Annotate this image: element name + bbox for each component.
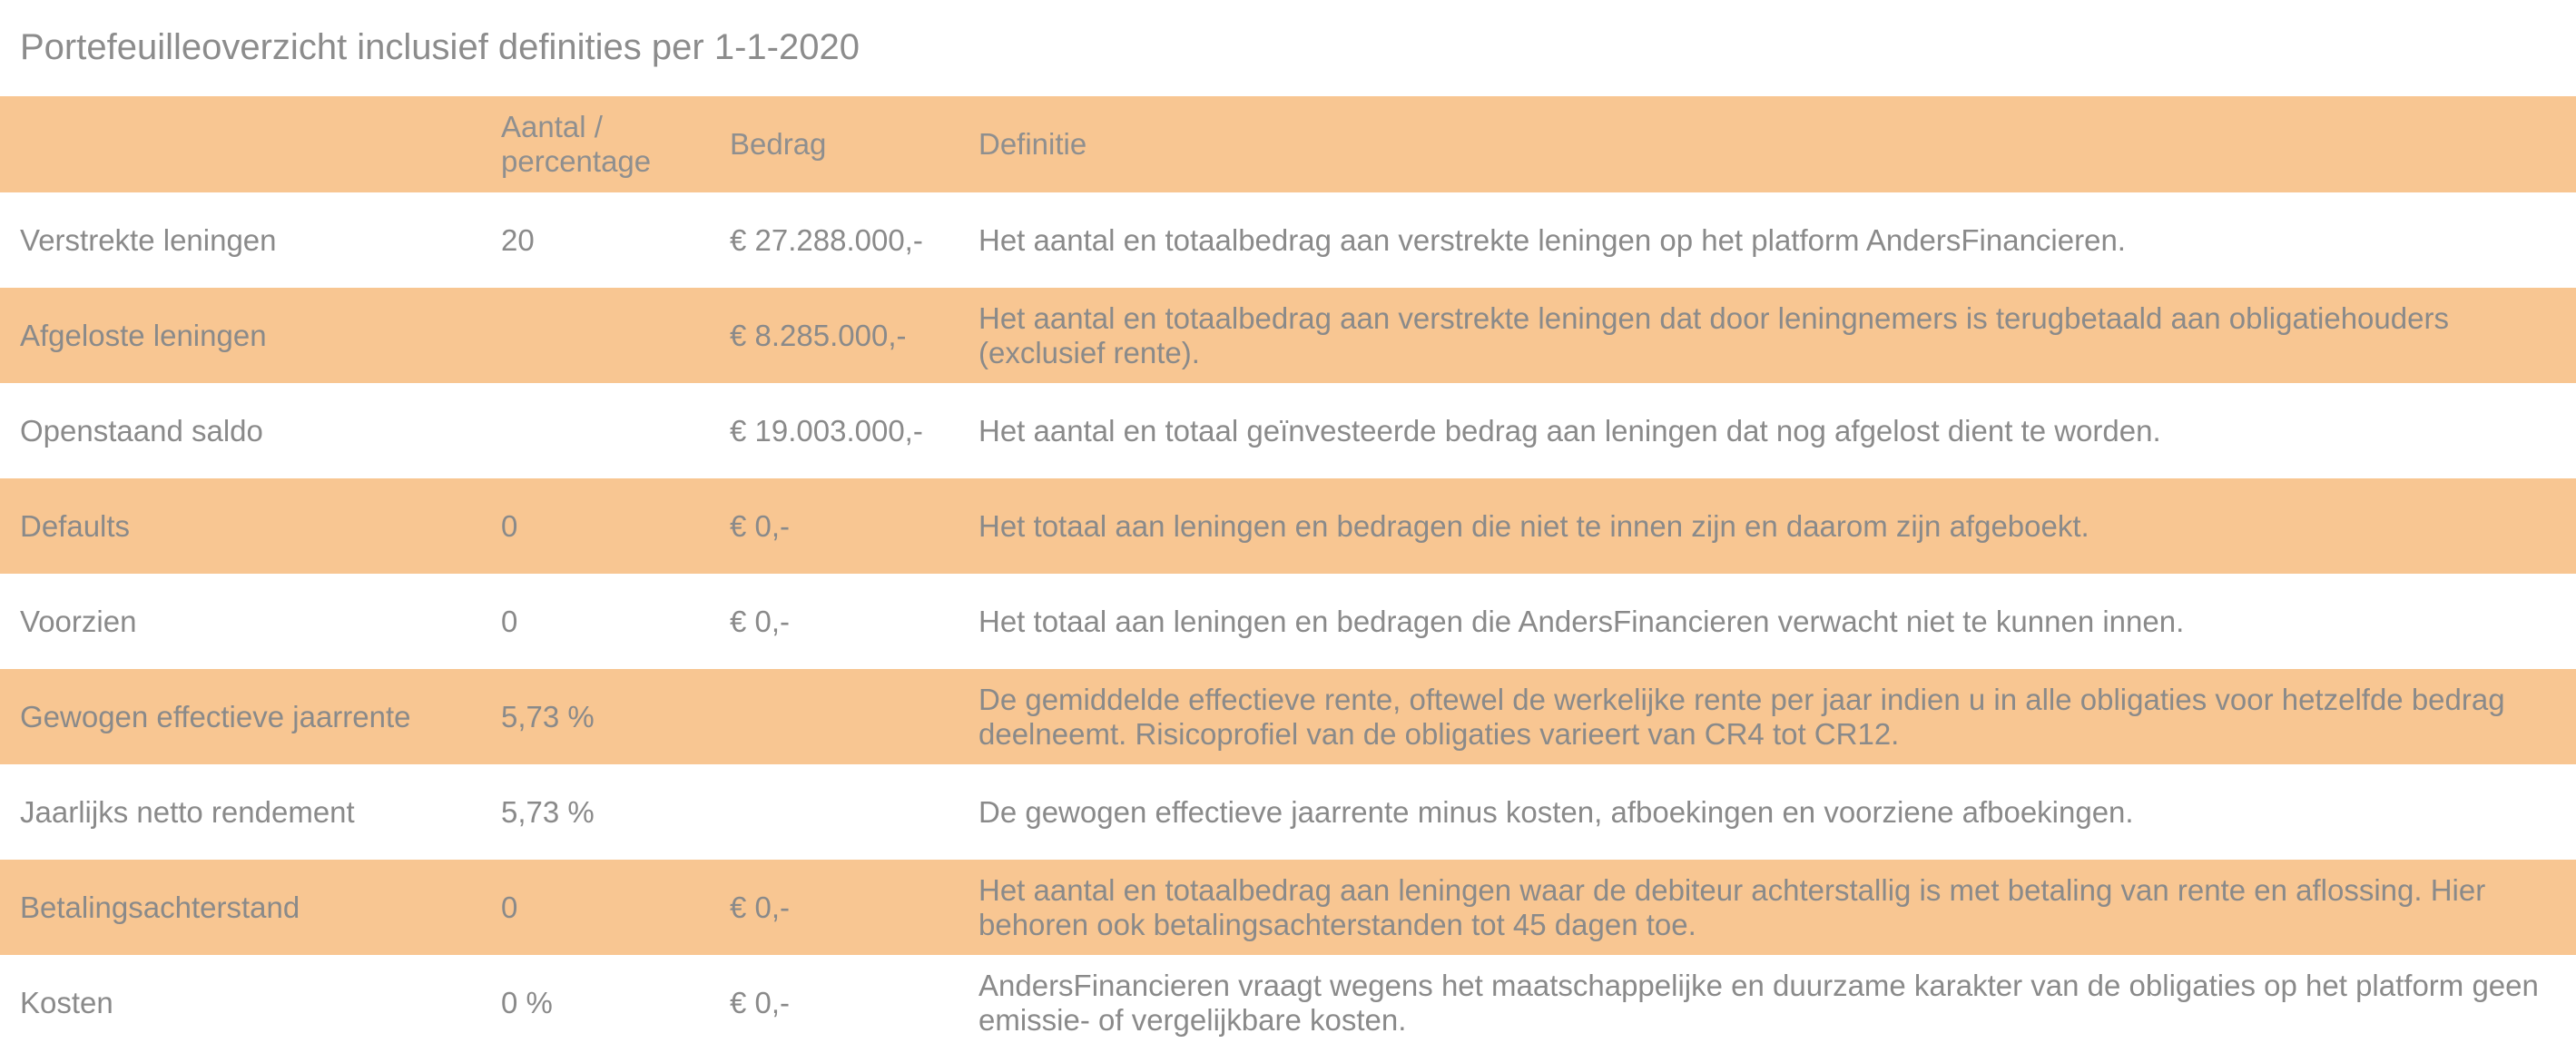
- row-name: Gewogen effectieve jaarrente: [20, 699, 411, 733]
- table-row: [0, 383, 2576, 478]
- table-row: [0, 288, 2576, 383]
- row-definition: AndersFinancieren vraagt wegens het maatschappelijke en duurzame karakter van de obligaties op het platform geen emissie- of vergelijkbare kosten.: [978, 968, 2539, 1037]
- row-definition: Het totaal aan leningen en bedragen die AndersFinancieren verwacht niet te kunnen innen.: [978, 604, 2185, 638]
- row-definition: Het aantal en totaalbedrag aan leningen waar de debiteur achterstallig is met betaling van rente en aflossing. Hier behoren ook betalingsachterstanden tot 45 dagen toe.: [978, 872, 2486, 941]
- row-amount: € 8.285.000,-: [730, 318, 907, 352]
- row-name: Verstrekte leningen: [20, 222, 277, 257]
- row-definition: Het aantal en totaal geïnvesteerde bedrag aan leningen dat nog afgelost dient te worden.: [978, 413, 2161, 448]
- row-amount: € 0,-: [730, 604, 791, 638]
- table-row: [0, 955, 2576, 1050]
- row-definition: Het aantal en totaalbedrag aan verstrekte leningen op het platform AndersFinancieren.: [978, 222, 2126, 257]
- row-amount: € 27.288.000,-: [730, 222, 923, 257]
- column-header-definition: Definitie: [978, 127, 1087, 161]
- row-name: Jaarlijks netto rendement: [20, 794, 355, 829]
- column-header-name: [0, 96, 481, 192]
- row-name: Kosten: [20, 985, 113, 1019]
- table-row: [0, 478, 2576, 574]
- page-title: Portefeuilleoverzicht inclusief definities per 1-1-2020: [20, 27, 860, 67]
- row-name: Voorzien: [20, 604, 137, 638]
- table-header-row: [0, 96, 2576, 192]
- row-count: [481, 288, 710, 383]
- row-count: 5,73 %: [501, 699, 595, 733]
- column-header-amount: Bedrag: [730, 127, 827, 161]
- row-count: 20: [501, 222, 535, 257]
- row-count: 0 %: [501, 985, 553, 1019]
- portfolio-table: [0, 96, 2576, 1050]
- row-name: Defaults: [20, 508, 131, 543]
- row-count: 5,73 %: [501, 794, 595, 829]
- row-amount: [710, 669, 959, 764]
- row-name: Openstaand saldo: [20, 413, 263, 448]
- table-row: [0, 669, 2576, 764]
- row-definition: De gewogen effectieve jaarrente minus kosten, afboekingen en voorziene afboekingen.: [978, 794, 2134, 829]
- table-row: [0, 574, 2576, 669]
- row-name: Afgeloste leningen: [20, 318, 267, 352]
- column-header-count: Aantal / percentage: [501, 110, 652, 178]
- row-count: 0: [501, 604, 518, 638]
- table-row: [0, 860, 2576, 955]
- table-row: [0, 764, 2576, 860]
- row-definition: Het totaal aan leningen en bedragen die niet te innen zijn en daarom zijn afgeboekt.: [978, 508, 2089, 543]
- row-amount: € 19.003.000,-: [730, 413, 923, 448]
- row-definition: Het aantal en totaalbedrag aan verstrekte leningen dat door leningnemers is terugbetaald aan obligatiehouders (exclusief rente).: [978, 300, 2449, 369]
- row-count: 0: [501, 890, 518, 924]
- row-name: Betalingsachterstand: [20, 890, 300, 924]
- row-amount: [710, 764, 959, 860]
- row-count: 0: [501, 508, 518, 543]
- row-amount: € 0,-: [730, 508, 791, 543]
- row-amount: € 0,-: [730, 890, 791, 924]
- row-count: [481, 383, 710, 478]
- row-definition: De gemiddelde effectieve rente, oftewel de werkelijke rente per jaar indien u in alle obligaties voor hetzelfde bedrag deelneemt. Risicoprofiel van de obligaties varieert van CR4 tot CR12.: [978, 682, 2505, 751]
- table-row: [0, 192, 2576, 288]
- row-amount: € 0,-: [730, 985, 791, 1019]
